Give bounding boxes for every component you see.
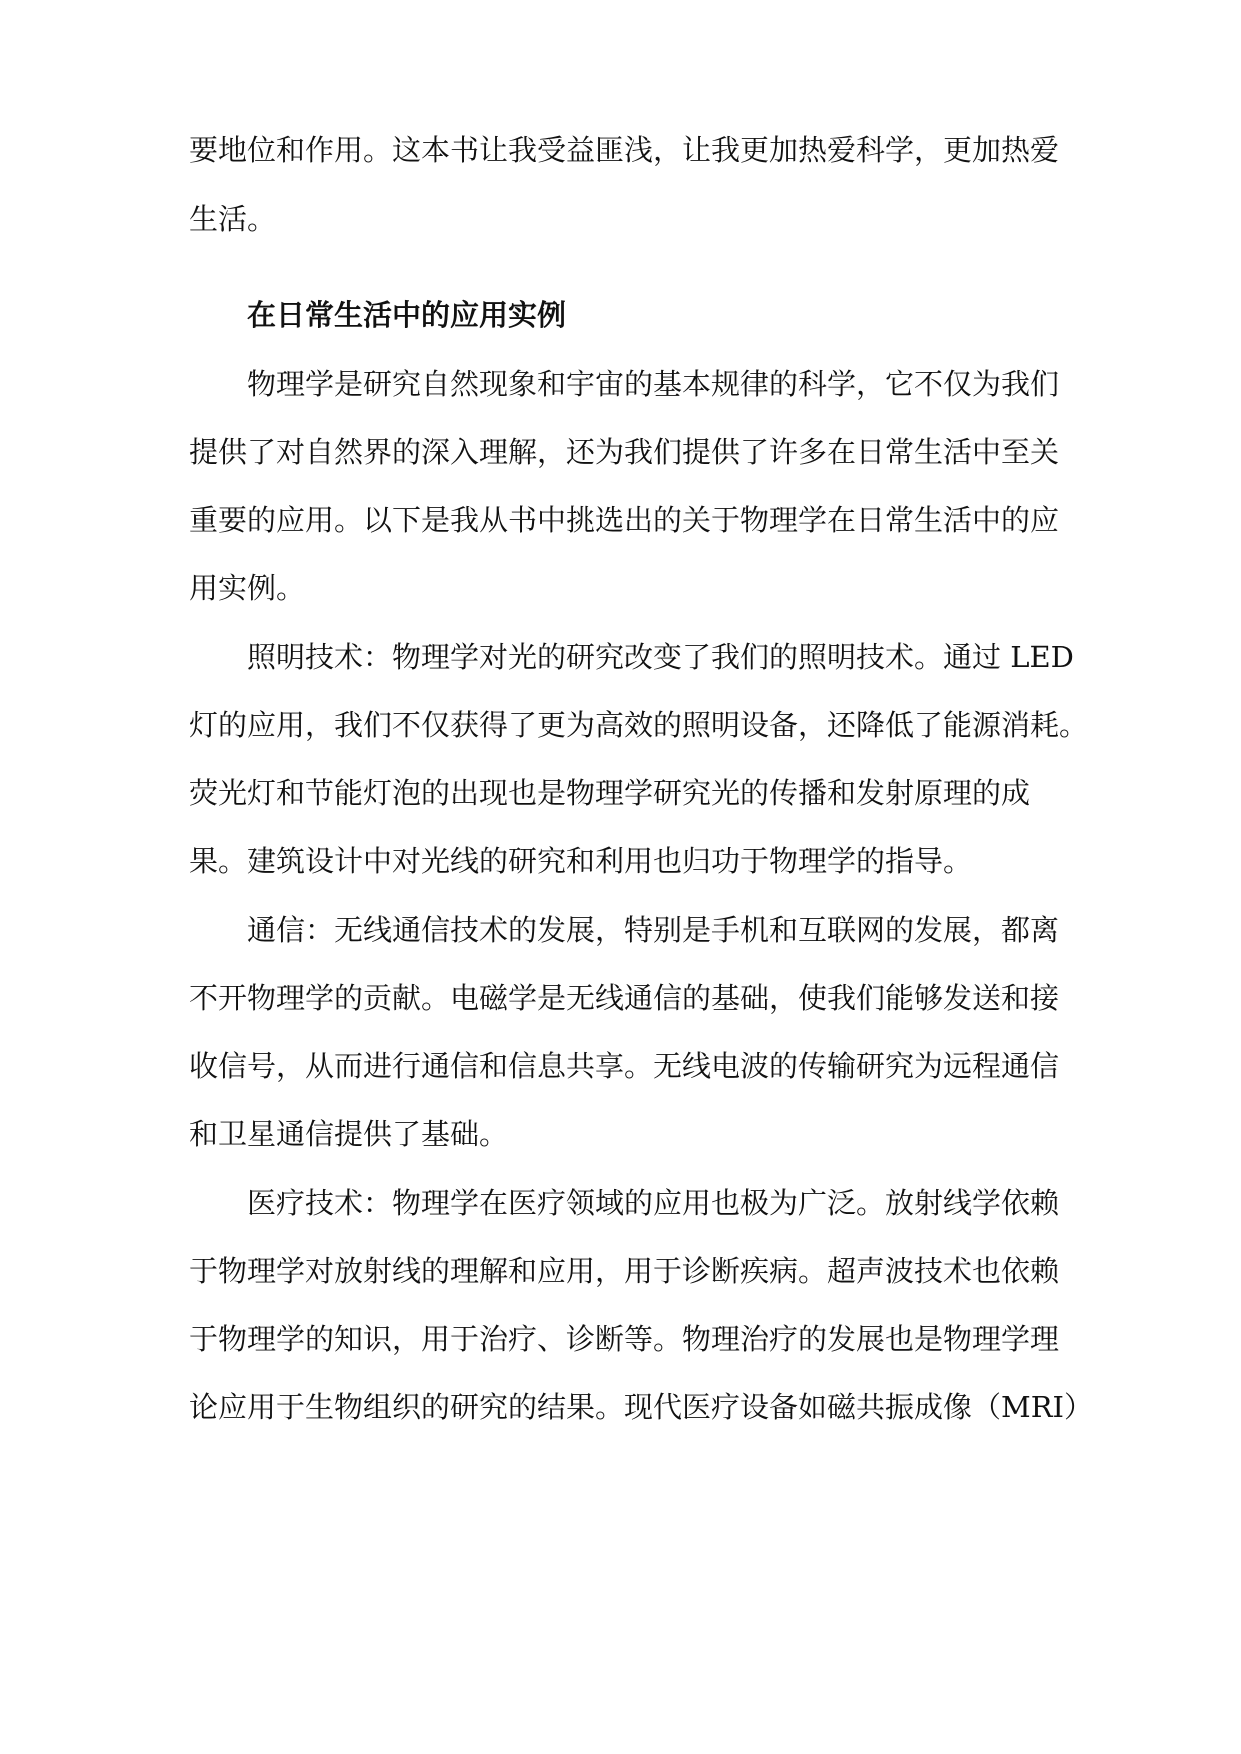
- paragraph-line: 生活。: [189, 202, 277, 236]
- paragraph-line: 医疗技术：物理学在医疗领域的应用也极为广泛。放射线学依赖: [247, 1186, 1060, 1220]
- paragraph-line: 通信：无线通信技术的发展，特别是手机和互联网的发展，都离: [247, 913, 1060, 947]
- paragraph-line: 果。建筑设计中对光线的研究和利用也归功于物理学的指导。: [189, 844, 973, 878]
- paragraph-line: 灯的应用，我们不仅获得了更为高效的照明设备，还降低了能源消耗。: [189, 708, 1089, 742]
- paragraph-line: 物理学是研究自然现象和宇宙的基本规律的科学，它不仅为我们: [247, 367, 1060, 401]
- section-heading: 在日常生活中的应用实例: [247, 298, 567, 332]
- paragraph-line: 照明技术：物理学对光的研究改变了我们的照明技术。通过 LED: [247, 640, 1074, 674]
- paragraph-line: 提供了对自然界的深入理解，还为我们提供了许多在日常生活中至关: [189, 435, 1060, 469]
- paragraph-line: 重要的应用。以下是我从书中挑选出的关于物理学在日常生活中的应: [189, 503, 1060, 537]
- paragraph-line: 荧光灯和节能灯泡的出现也是物理学研究光的传播和发射原理的成: [189, 776, 1031, 810]
- paragraph-line: 和卫星通信提供了基础。: [189, 1117, 509, 1151]
- paragraph-line: 要地位和作用。这本书让我受益匪浅，让我更加热爱科学，更加热爱: [189, 133, 1060, 167]
- paragraph-line: 不开物理学的贡献。电磁学是无线通信的基础，使我们能够发送和接: [189, 981, 1060, 1015]
- paragraph-line: 于物理学的知识，用于治疗、诊断等。物理治疗的发展也是物理学理: [189, 1322, 1060, 1356]
- paragraph-line: 收信号，从而进行通信和信息共享。无线电波的传输研究为远程通信: [189, 1049, 1060, 1083]
- paragraph-line: 论应用于生物组织的研究的结果。现代医疗设备如磁共振成像（MRI）: [189, 1390, 1093, 1424]
- paragraph-line: 用实例。: [189, 571, 306, 605]
- paragraph-line: 于物理学对放射线的理解和应用，用于诊断疾病。超声波技术也依赖: [189, 1254, 1060, 1288]
